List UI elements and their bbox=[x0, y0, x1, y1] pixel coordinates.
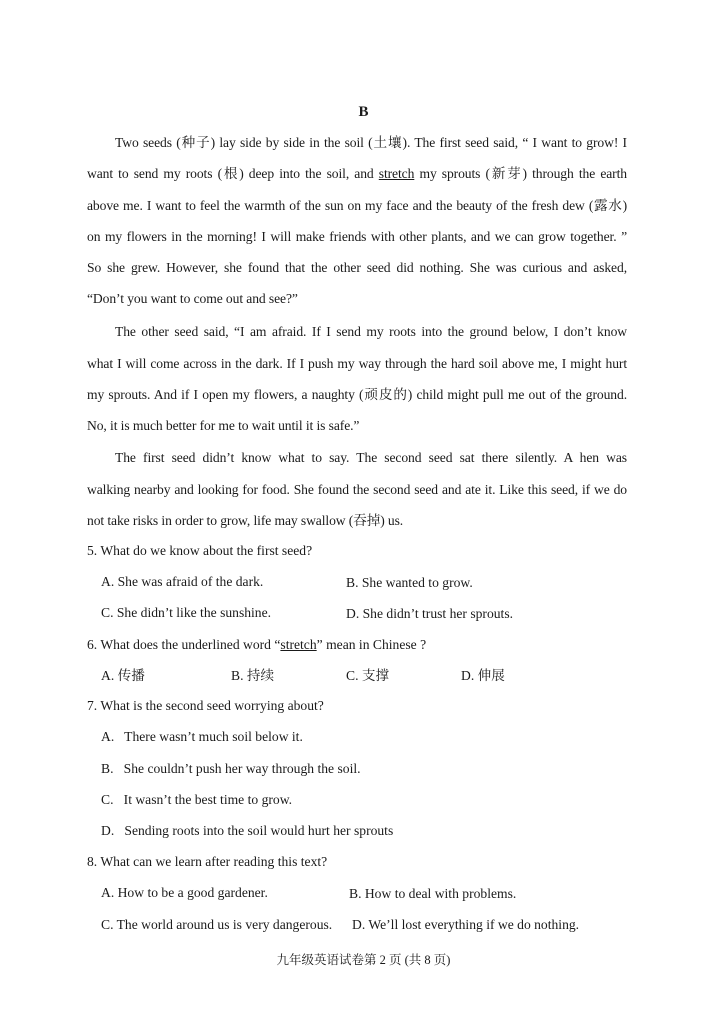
question-8-option-c: C. The world around us is very dangerous. bbox=[101, 917, 333, 932]
question-6-option-d: D. 伸展 bbox=[461, 668, 505, 683]
question-8-option-a: A. How to be a good gardener. bbox=[101, 885, 268, 900]
question-5-option-d: D. She didn’t trust her sprouts. bbox=[346, 606, 514, 621]
question-5-option-a: A. She was afraid of the dark. bbox=[101, 574, 264, 589]
question-6-option-a: A. 传播 bbox=[101, 668, 145, 683]
underlined-word: stretch bbox=[378, 166, 415, 181]
question-7-option-b: B. She couldn’t push her way through the soil. bbox=[101, 761, 361, 776]
passage-line: “Don’t you want to come out and see?” bbox=[87, 291, 298, 306]
passage-line: my sprouts. And if I open my flowers, a naughty (顽皮的) child might pull me out of the ground. bbox=[87, 387, 627, 402]
question-5-stem: 5. What do we know about the first seed? bbox=[87, 543, 313, 558]
question-6-stem: 6. What does the underlined word “stretch” mean in Chinese ? bbox=[87, 637, 427, 652]
section-title: B bbox=[358, 104, 369, 120]
question-5-option-c: C. She didn’t like the sunshine. bbox=[101, 605, 272, 620]
passage-line: on my flowers in the morning! I will make friends with other plants, and we can grow together. ” bbox=[87, 229, 627, 244]
passage-line: No, it is much better for me to wait until it is safe.” bbox=[87, 418, 360, 433]
question-8-stem: 8. What can we learn after reading this text? bbox=[87, 854, 328, 869]
passage-line: want to send my roots (根) deep into the soil, and stretch my sprouts (新芽) through the earth bbox=[87, 166, 627, 181]
question-7-stem: 7. What is the second seed worrying about? bbox=[87, 698, 324, 713]
page-footer: 九年级英语试卷第 2 页 (共 8 页) bbox=[276, 953, 451, 967]
passage-line: The other seed said, “I am afraid. If I send my roots into the ground below, I don’t know bbox=[115, 324, 627, 339]
question-7-option-c: C. It wasn’t the best time to grow. bbox=[101, 792, 293, 807]
passage-line: The first seed didn’t know what to say. The second seed sat there silently. A hen was bbox=[115, 450, 627, 465]
underlined-word: stretch bbox=[280, 637, 317, 652]
passage-line: what I will come across in the dark. If I push my way through the hard soil above me, I might hurt bbox=[87, 356, 627, 371]
passage-line: walking nearby and looking for food. She found the second seed and ate it. Like this seed, if we do bbox=[87, 482, 627, 497]
question-8-option-b: B. How to deal with problems. bbox=[349, 886, 517, 901]
question-8-option-d: D. We’ll lost everything if we do nothing. bbox=[352, 917, 580, 932]
question-6-option-c: C. 支撑 bbox=[346, 668, 390, 683]
passage-line: So she grew. However, she found that the other seed did nothing. She was curious and asked, bbox=[87, 260, 627, 275]
question-7-option-d: D. Sending roots into the soil would hurt her sprouts bbox=[101, 823, 394, 838]
question-6-option-b: B. 持续 bbox=[231, 668, 275, 683]
question-5-option-b: B. She wanted to grow. bbox=[346, 575, 473, 590]
question-7-option-a: A. There wasn’t much soil below it. bbox=[101, 729, 303, 744]
passage-line: Two seeds (种子) lay side by side in the soil (土壤). The first seed said, “ I want to grow! I bbox=[115, 135, 627, 150]
passage-line: above me. I want to feel the warmth of the sun on my face and the beauty of the fresh dew (露水) bbox=[87, 198, 627, 213]
passage-line: not take risks in order to grow, life may swallow (吞掉) us. bbox=[87, 513, 404, 528]
